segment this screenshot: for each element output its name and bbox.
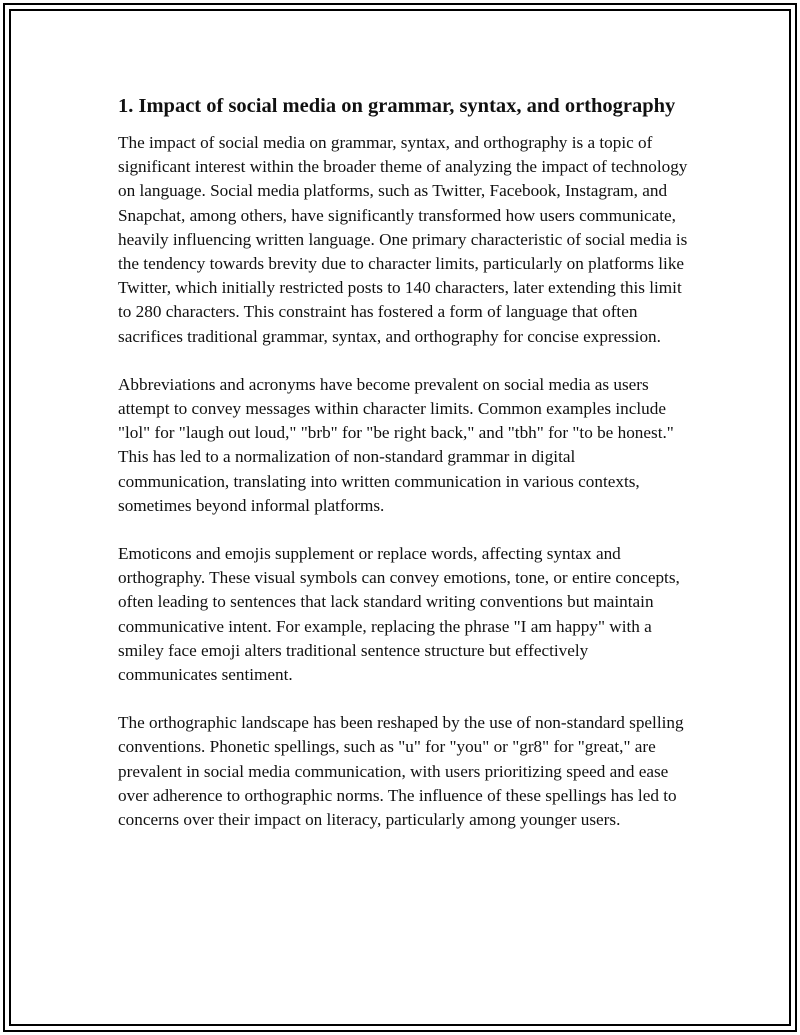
paragraph-orthography: The orthographic landscape has been reshaped by the use of non-standard spelling conventions. Phonetic spellings, such as "u" for "you" or "gr8" for "great," are prevalent in social media communication, with users prioritizing speed and ease over adherence to orthographic norms. The influence of these spellings has led to concerns over their impact on literacy, particularly among younger users. [118, 713, 684, 830]
paragraph-emojis: Emoticons and emojis supplement or replace words, affecting syntax and orthography. These visual symbols can convey emotions, tone, or entire concepts, often leading to sentences that lack standard writing conventions but maintain communicative intent. For example, replacing the phrase "I am happy" with a smiley face emoji alters traditional sentence structure but effectively communicates sentiment. [118, 544, 680, 685]
section-heading: 1. Impact of social media on grammar, syntax, and orthography [118, 95, 676, 117]
document-body [118, 91, 690, 856]
paragraph-intro: The impact of social media on grammar, syntax, and orthography is a topic of significant interest within the broader theme of analyzing the impact of technology on language. Social media platforms, such as Twitter, Facebook, Instagram, and Snapchat, among others, have significantly transformed how users communicate, heavily influencing written language. One primary characteristic of social media is the tendency towards brevity due to character limits, particularly on platforms like Twitter, which initially restricted posts to 140 characters, later extending this limit to 280 characters. This constraint has fostered a form of language that often sacrifices traditional grammar, syntax, and orthography for concise expression. [118, 133, 688, 346]
paragraph-abbreviations: Abbreviations and acronyms have become prevalent on social media as users attempt to convey messages within character limits. Common examples include "lol" for "laugh out loud," "brb" for "be right back," and "tbh" for "to be honest." This has led to a normalization of non-standard grammar in digital communication, translating into written communication in various contexts, sometimes beyond informal platforms. [118, 374, 674, 515]
